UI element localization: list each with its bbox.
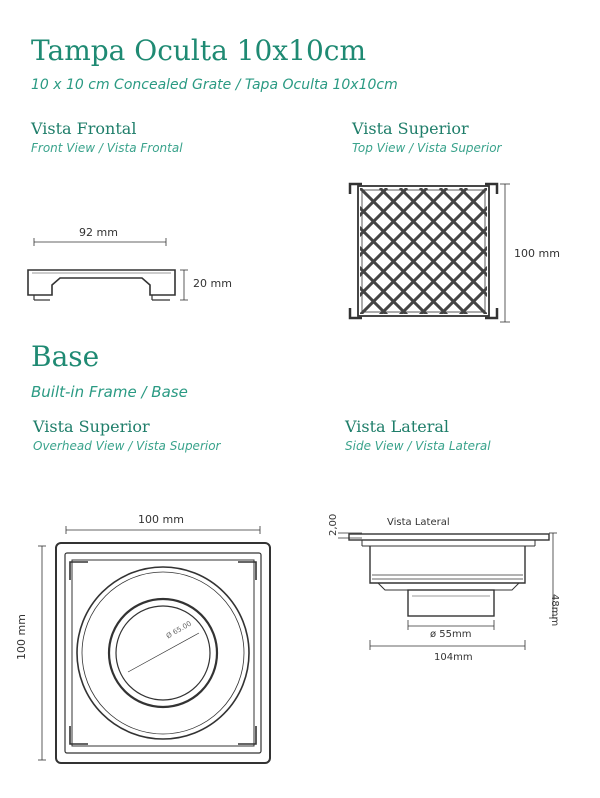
side-drawing-label: Vista Lateral: [387, 517, 450, 528]
base-subtitle: Built-in Frame / Base: [31, 383, 188, 401]
side-view-subtitle: Side View / Vista Lateral: [345, 439, 491, 453]
top-view-drawing: [257, 184, 590, 322]
front-height-label: 20 mm: [193, 277, 232, 290]
outlet-diameter-label: ø 55mm: [430, 629, 472, 640]
overhead-view-title: Vista Superior: [33, 417, 150, 436]
top-view-title: Vista Superior: [352, 119, 469, 138]
front-view-title: Vista Frontal: [31, 119, 137, 138]
inner-diameter-label: Ø 65.00: [164, 619, 193, 641]
front-view-drawing: [28, 238, 188, 300]
front-view-subtitle: Front View / Vista Frontal: [31, 141, 183, 155]
page-subtitle: 10 x 10 cm Concealed Grate / Tapa Oculta 10x10cm: [31, 77, 398, 93]
base-title: Base: [31, 340, 100, 373]
side-width-label: 104mm: [434, 652, 473, 663]
overhead-height-label: 100 mm: [15, 614, 28, 660]
overhead-width-label: 100 mm: [138, 513, 184, 526]
side-view-title: Vista Lateral: [345, 417, 450, 436]
page-title: Tampa Oculta 10x10cm: [31, 34, 367, 67]
top-view-subtitle: Top View / Vista Superior: [352, 141, 502, 155]
thickness-label: 2,00: [328, 513, 339, 536]
overhead-view-drawing: [38, 526, 270, 763]
top-height-label: 100 mm: [514, 247, 560, 260]
overhead-view-subtitle: Overhead View / Vista Superior: [33, 439, 221, 453]
side-view-drawing: [338, 533, 557, 650]
side-height-label: 48mm: [549, 594, 560, 627]
front-width-label: 92 mm: [79, 226, 118, 239]
